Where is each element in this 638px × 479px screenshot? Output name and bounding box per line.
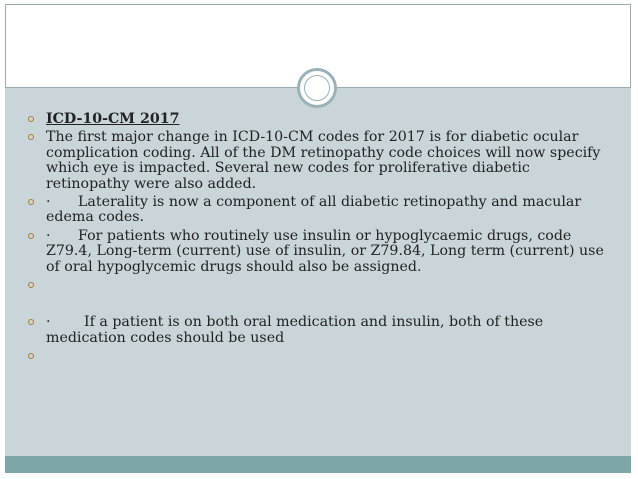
list-item	[26, 229, 616, 275]
list-item	[26, 195, 616, 226]
footer-bar	[5, 456, 631, 473]
hollow-circle-bullet-icon	[28, 199, 34, 205]
dot-prefix: ·	[46, 314, 51, 331]
bullet-text: The first major change in ICD-10-CM codes for 2017 is for diabetic ocular complication coding. All of the DM retinopathy code choices will now specify which eye is impacted. Several new codes for proliferative diabetic retinopathy were also added.	[46, 129, 601, 192]
dot-prefix: ·	[46, 227, 51, 244]
list-item	[26, 130, 616, 192]
bullet-text: Laterality is now a component of all diabetic retinopathy and macular edema codes.	[46, 194, 582, 226]
dot-prefix: ·	[46, 194, 51, 211]
hollow-circle-bullet-icon	[28, 353, 34, 359]
list-item	[26, 112, 616, 127]
slide-heading: ICD-10-CM 2017	[46, 111, 180, 127]
list-item	[26, 315, 616, 346]
hollow-circle-bullet-icon	[28, 282, 34, 288]
bullet-list	[26, 112, 616, 365]
hollow-circle-bullet-icon	[28, 134, 34, 140]
bullet-text: If a patient is on both oral medication and insulin, both of these medication codes should be used	[46, 314, 544, 346]
double-ring-ornament-icon	[297, 68, 337, 108]
hollow-circle-bullet-icon	[28, 319, 34, 325]
hollow-circle-bullet-icon	[28, 116, 34, 122]
hollow-circle-bullet-icon	[28, 233, 34, 239]
empty-list-item	[26, 278, 616, 293]
empty-list-item	[26, 349, 616, 364]
bullet-text: For patients who routinely use insulin or hypoglycaemic drugs, code Z79.4, Long-term (current) use of insulin, or Z79.84, Long term (current) use of oral hypoglycemic drugs should also be assigned.	[46, 227, 604, 275]
